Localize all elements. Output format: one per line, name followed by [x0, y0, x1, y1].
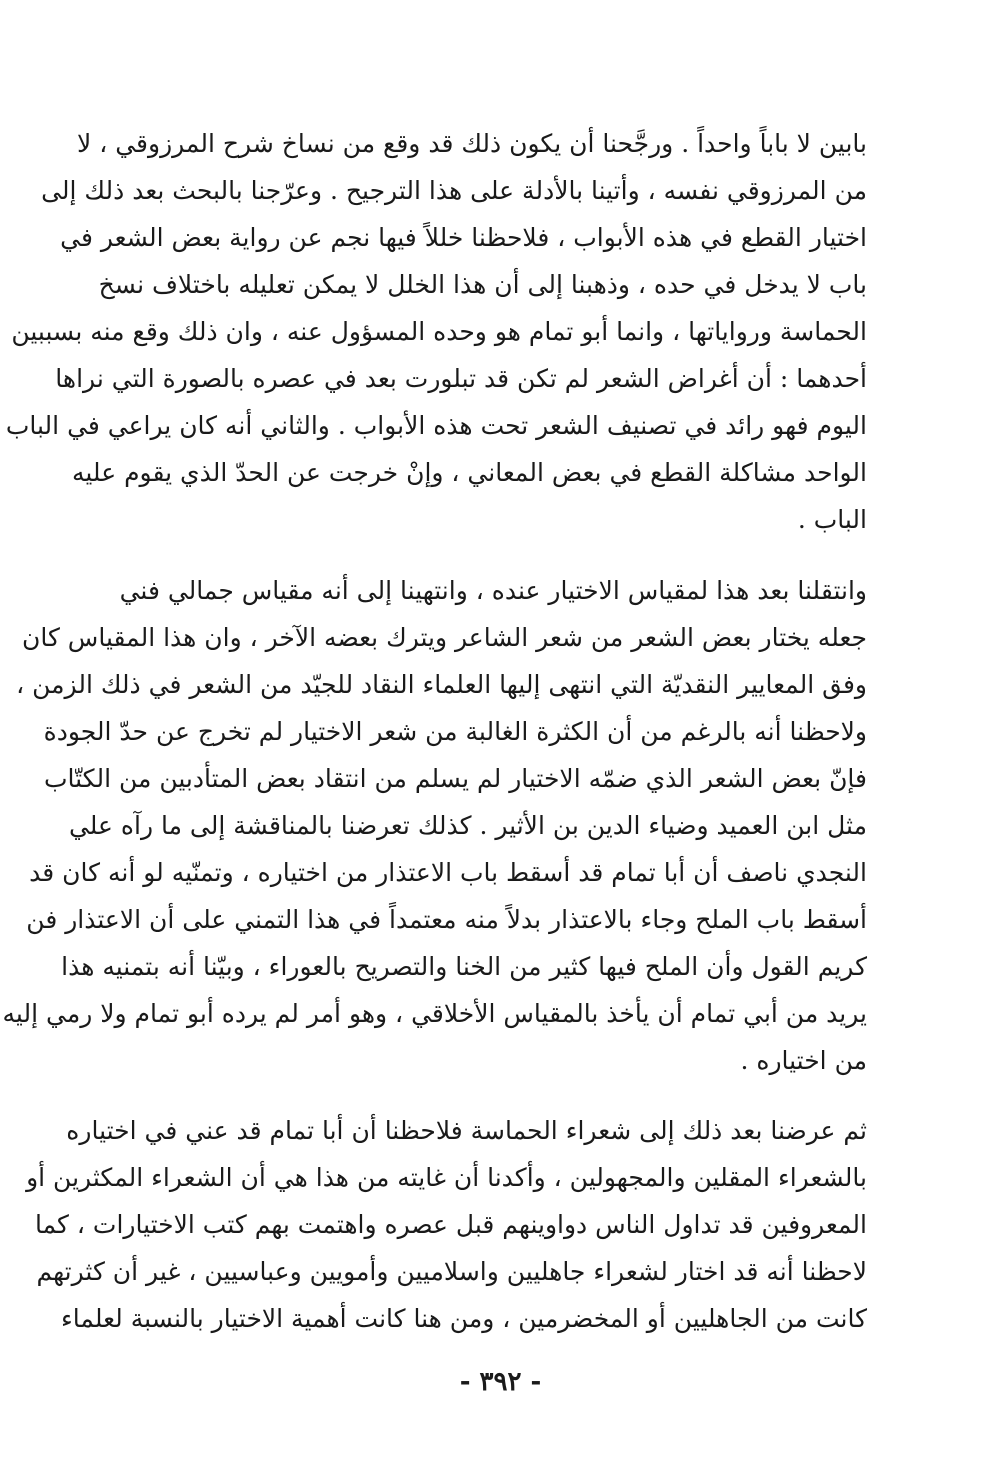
text-line: المعروفين قد تداول الناس دواوينهم قبل عصره واهتمت بهم كتب الاختيارات ، كما: [34, 1210, 867, 1239]
text-line: كانت من الجاهليين أو المخضرمين ، ومن هنا كانت أهمية الاختيار بالنسبة لعلماء: [61, 1304, 867, 1333]
paragraph-3: [26, 1107, 867, 1342]
paragraph-1: [5, 120, 867, 543]
page-number: - ٣٩٢ -: [459, 1367, 542, 1397]
text-line: اختيار القطع في هذه الأبواب ، فلاحظنا خللاً فيها نجم عن رواية بعض الشعر في: [60, 223, 867, 252]
text-line: يريد من أبي تمام أن يأخذ بالمقياس الأخلاقي ، وهو أمر لم يرده أبو تمام ولا رمي إليه: [2, 999, 867, 1028]
text-line: بابين لا باباً واحداً . ورجَّحنا أن يكون ذلك قد وقع من نساخ شرح المرزوقي ، لا: [76, 129, 867, 158]
text-line: أحدهما : أن أغراض الشعر لم تكن قد تبلورت بعد في عصره بالصورة التي نراها: [55, 364, 867, 393]
text-line: ثم عرضنا بعد ذلك إلى شعراء الحماسة فلاحظنا أن أبا تمام قد عني في اختياره: [66, 1116, 867, 1145]
text-line: لاحظنا أنه قد اختار لشعراء جاهليين واسلاميين وأمويين وعباسيين ، غير أن كثرتهم: [36, 1257, 867, 1286]
text-line: اليوم فهو رائد في تصنيف الشعر تحت هذه الأبواب . والثاني أنه كان يراعي في الباب: [5, 411, 867, 440]
text-line: النجدي ناصف أن أبا تمام قد أسقط باب الاعتذار من اختياره ، وتمنّيه لو أنه كان قد: [29, 858, 867, 887]
text-line: جعله يختار بعض الشعر من شعر الشاعر ويترك بعضه الآخر ، وان هذا المقياس كان: [21, 623, 867, 652]
text-line: باب لا يدخل في حده ، وذهبنا إلى أن هذا الخلل لا يمكن تعليله باختلاف نسخ: [98, 270, 867, 299]
text-line: وفق المعايير النقديّة التي انتهى إليها العلماء النقاد للجيّد من الشعر في ذلك الزمن ،: [16, 670, 867, 699]
text-line: بالشعراء المقلين والمجهولين ، وأكدنا أن غايته من هذا هي أن الشعراء المكثرين أو: [26, 1163, 867, 1192]
text-line: فإنّ بعض الشعر الذي ضمّه الاختيار لم يسلم من انتقاد بعض المتأدبين من الكتّاب: [43, 764, 867, 793]
text-line: الباب .: [797, 505, 867, 534]
text-line: من المرزوقي نفسه ، وأتينا بالأدلة على هذا الترجيح . وعرّجنا بالبحث بعد ذلك إلى: [41, 176, 867, 205]
text-line: وانتقلنا بعد هذا لمقياس الاختيار عنده ، وانتهينا إلى أنه مقياس جمالي فني: [119, 576, 867, 605]
text-line: الحماسة ورواياتها ، وانما أبو تمام هو وحده المسؤول عنه ، وان ذلك وقع منه بسببين: [11, 317, 867, 346]
text-line: الواحد مشاكلة القطع في بعض المعاني ، وإنْ خرجت عن الحدّ الذي يقوم عليه: [71, 458, 867, 487]
text-line: ولاحظنا أنه بالرغم من أن الكثرة الغالبة من شعر الاختيار لم تخرج عن حدّ الجودة: [43, 717, 867, 746]
paragraph-2: [2, 567, 867, 1084]
text-line: أسقط باب الملح وجاء بالاعتذار بدلاً منه معتمداً في هذا التمني على أن الاعتذار فن: [26, 905, 867, 934]
text-line: مثل ابن العميد وضياء الدين بن الأثير . كذلك تعرضنا بالمناقشة إلى ما رآه علي: [68, 811, 867, 840]
text-line: كريم القول وأن الملح فيها كثير من الخنا والتصريح بالعوراء ، وبيّنا أنه بتمنيه هذا: [61, 952, 867, 981]
text-line: من اختياره .: [740, 1046, 867, 1075]
